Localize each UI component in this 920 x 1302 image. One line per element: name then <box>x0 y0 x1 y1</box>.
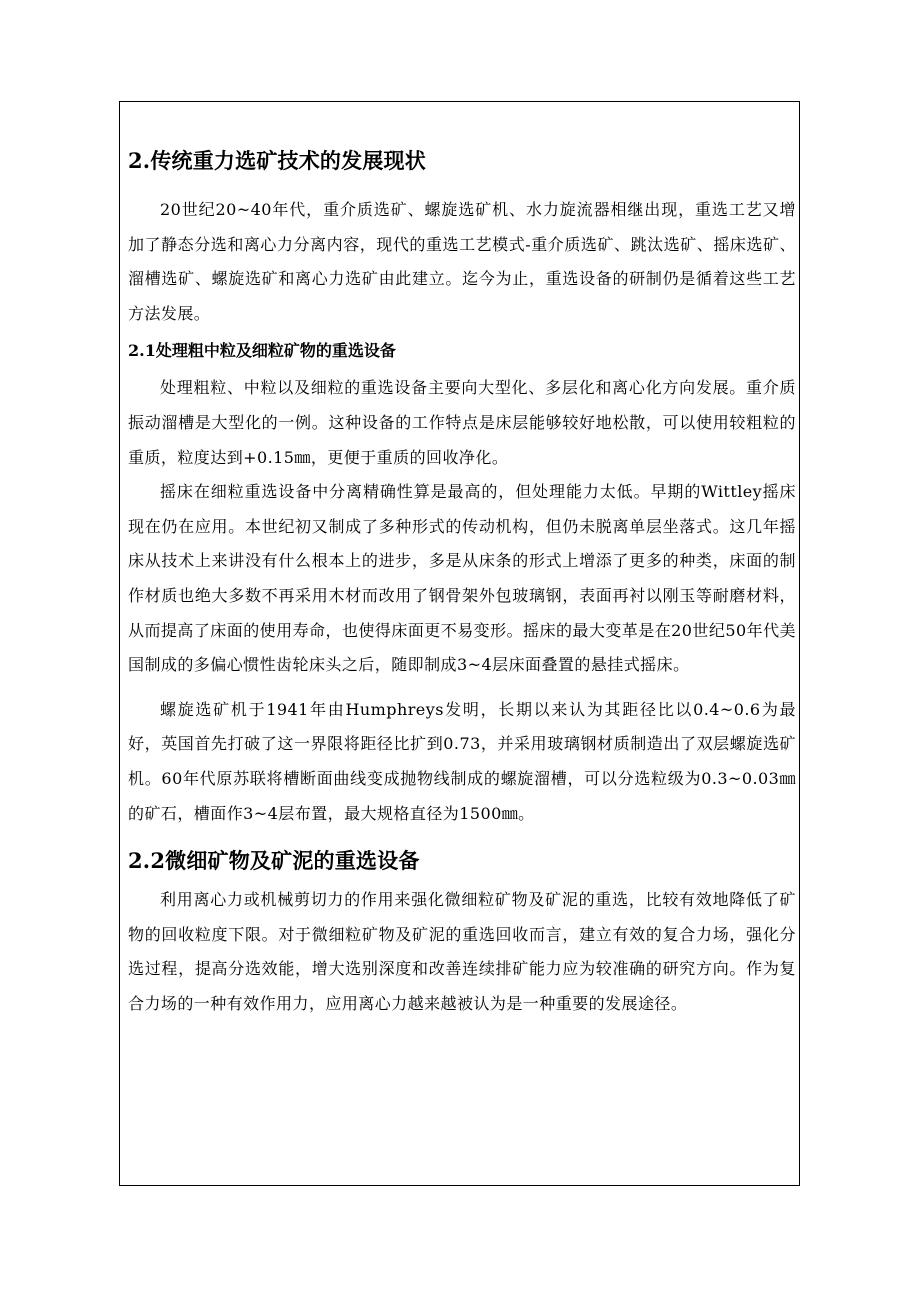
section-2-1-paragraph-2: 摇床在细粒重选设备中分离精确性算是最高的，但处理能力太低。早期的Wittley摇床现在仍在应用。本世纪初又制成了多种形式的传动机构，但仍未脱离单层坐落式。这几年摇床从技术上来讲没有什么根本上的进步，多是从床条的形式上增添了更多的种类，床面的制作材质也绝大多数不再采用木材而改用了钢骨架外包玻璃钢，表面再衬以刚玉等耐磨材料，从而提高了床面的使用寿命，也使得床面更不易变形。摇床的最大变革是在20世纪50年代美国制成的多偏心惯性齿轮床头之后，随即制成3~4层床面叠置的悬挂式摇床。 <box>128 482 796 675</box>
document-body <box>128 145 796 1021</box>
section-2-1-heading: 2.1处理粗中粒及细粒矿物的重选设备 <box>128 341 396 361</box>
section-2-2-paragraph-1: 利用离心力或机械剪切力的作用来强化微细粒矿物及矿泥的重选，比较有效地降低了矿物的回收粒度下限。对于微细粒矿物及矿泥的重选回收而言，建立有效的复合力场，强化分选过程，提高分选效能，增大选别深度和改善连续排矿能力应为较准确的研究方向。作为复合力场的一种有效作用力，应用离心力越来越被认为是一种重要的发展途径。 <box>128 890 796 1013</box>
section-2-2-heading: 2.2微细矿物及矿泥的重选设备 <box>128 848 420 874</box>
section-2-1-paragraph-1: 处理粗粒、中粒以及细粒的重选设备主要向大型化、多层化和离心化方向发展。重介质振动溜槽是大型化的一例。这种设备的工作特点是床层能够较好地松散，可以使用较粗粒的重质，粒度达到+0.15㎜，更便于重质的回收净化。 <box>128 378 796 467</box>
section-2-heading: 2.传统重力选矿技术的发展现状 <box>128 148 426 173</box>
section-2-1-paragraph-3: 螺旋选矿机于1941年由Humphreys发明，长期以来认为其距径比以0.4~0.6为最好，英国首先打破了这一界限将距径比扩到0.73，并采用玻璃钢材质制造出了双层螺旋选矿机。60年代原苏联将槽断面曲线变成抛物线制成的螺旋溜槽，可以分选粒级为0.3~0.03㎜的矿石，槽面作3~4层布置，最大规格直径为1500㎜。 <box>128 699 796 823</box>
section-2-intro-paragraph: 20世纪20~40年代，重介质选矿、螺旋选矿机、水力旋流器相继出现，重选工艺又增加了静态分选和离心力分离内容，现代的重选工艺模式-重介质选矿、跳汰选矿、摇床选矿、溜槽选矿、螺旋选矿和离心力选矿由此建立。迄今为止，重选设备的研制仍是循着这些工艺方法发展。 <box>128 200 796 323</box>
